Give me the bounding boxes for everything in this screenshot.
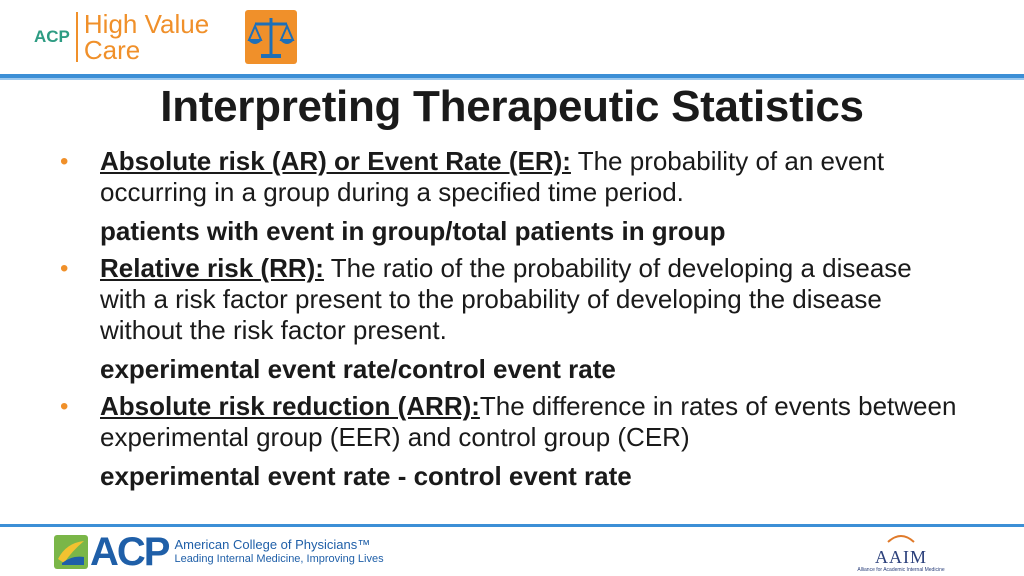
term-definition: The probability of an event occurring in a group during a specified time period. bbox=[100, 146, 885, 207]
formula: experimental event rate/control event rate bbox=[100, 354, 616, 384]
list-item bbox=[60, 146, 960, 208]
acp-name: American College of Physicians™ bbox=[174, 537, 371, 552]
bullet-icon: • bbox=[60, 148, 69, 175]
slide-title: Interpreting Therapeutic Statistics bbox=[160, 82, 864, 131]
logo-acp-text: ACP bbox=[34, 27, 70, 46]
acp-tagline: Leading Internal Medicine, Improving Lives bbox=[174, 553, 384, 565]
formula: patients with event in group/total patients in group bbox=[100, 216, 726, 246]
list-item bbox=[60, 253, 960, 346]
list-item bbox=[60, 391, 960, 453]
term-label: Absolute risk reduction (ARR): bbox=[100, 391, 480, 421]
high-value-care-logo bbox=[34, 8, 209, 66]
term-definition: The ratio of the probability of developing a disease with a risk factor present to the probability of developing the disease without the risk factor present. bbox=[100, 253, 912, 345]
logo-divider bbox=[76, 12, 78, 62]
slide-content bbox=[60, 146, 960, 498]
scales-icon bbox=[245, 10, 297, 64]
aaim-logo bbox=[846, 530, 956, 574]
aaim-name: AAIM bbox=[875, 547, 927, 567]
logo-wordmark bbox=[84, 11, 209, 63]
logo-line-2: Care bbox=[83, 35, 141, 65]
bullet-icon: • bbox=[60, 393, 69, 420]
acp-wordmark bbox=[174, 537, 383, 567]
acp-footer-logo bbox=[54, 529, 384, 574]
term-definition: The difference in rates of events between experimental group (EER) and control group (CER) bbox=[100, 391, 957, 452]
term-label: Relative risk (RR): bbox=[100, 253, 324, 283]
logo-line-1: High Value bbox=[83, 9, 210, 39]
acp-letters: ACP bbox=[90, 529, 169, 574]
acp-emblem-icon bbox=[54, 535, 88, 569]
formula: experimental event rate - control event rate bbox=[100, 461, 632, 491]
aaim-tagline: Alliance for Academic Internal Medicine bbox=[857, 567, 945, 573]
aaim-arc-icon bbox=[886, 533, 916, 543]
bullet-icon: • bbox=[60, 255, 69, 282]
term-label: Absolute risk (AR) or Event Rate (ER): bbox=[100, 146, 571, 176]
footer-rule bbox=[0, 524, 1024, 527]
header-rule-light bbox=[0, 78, 1024, 80]
